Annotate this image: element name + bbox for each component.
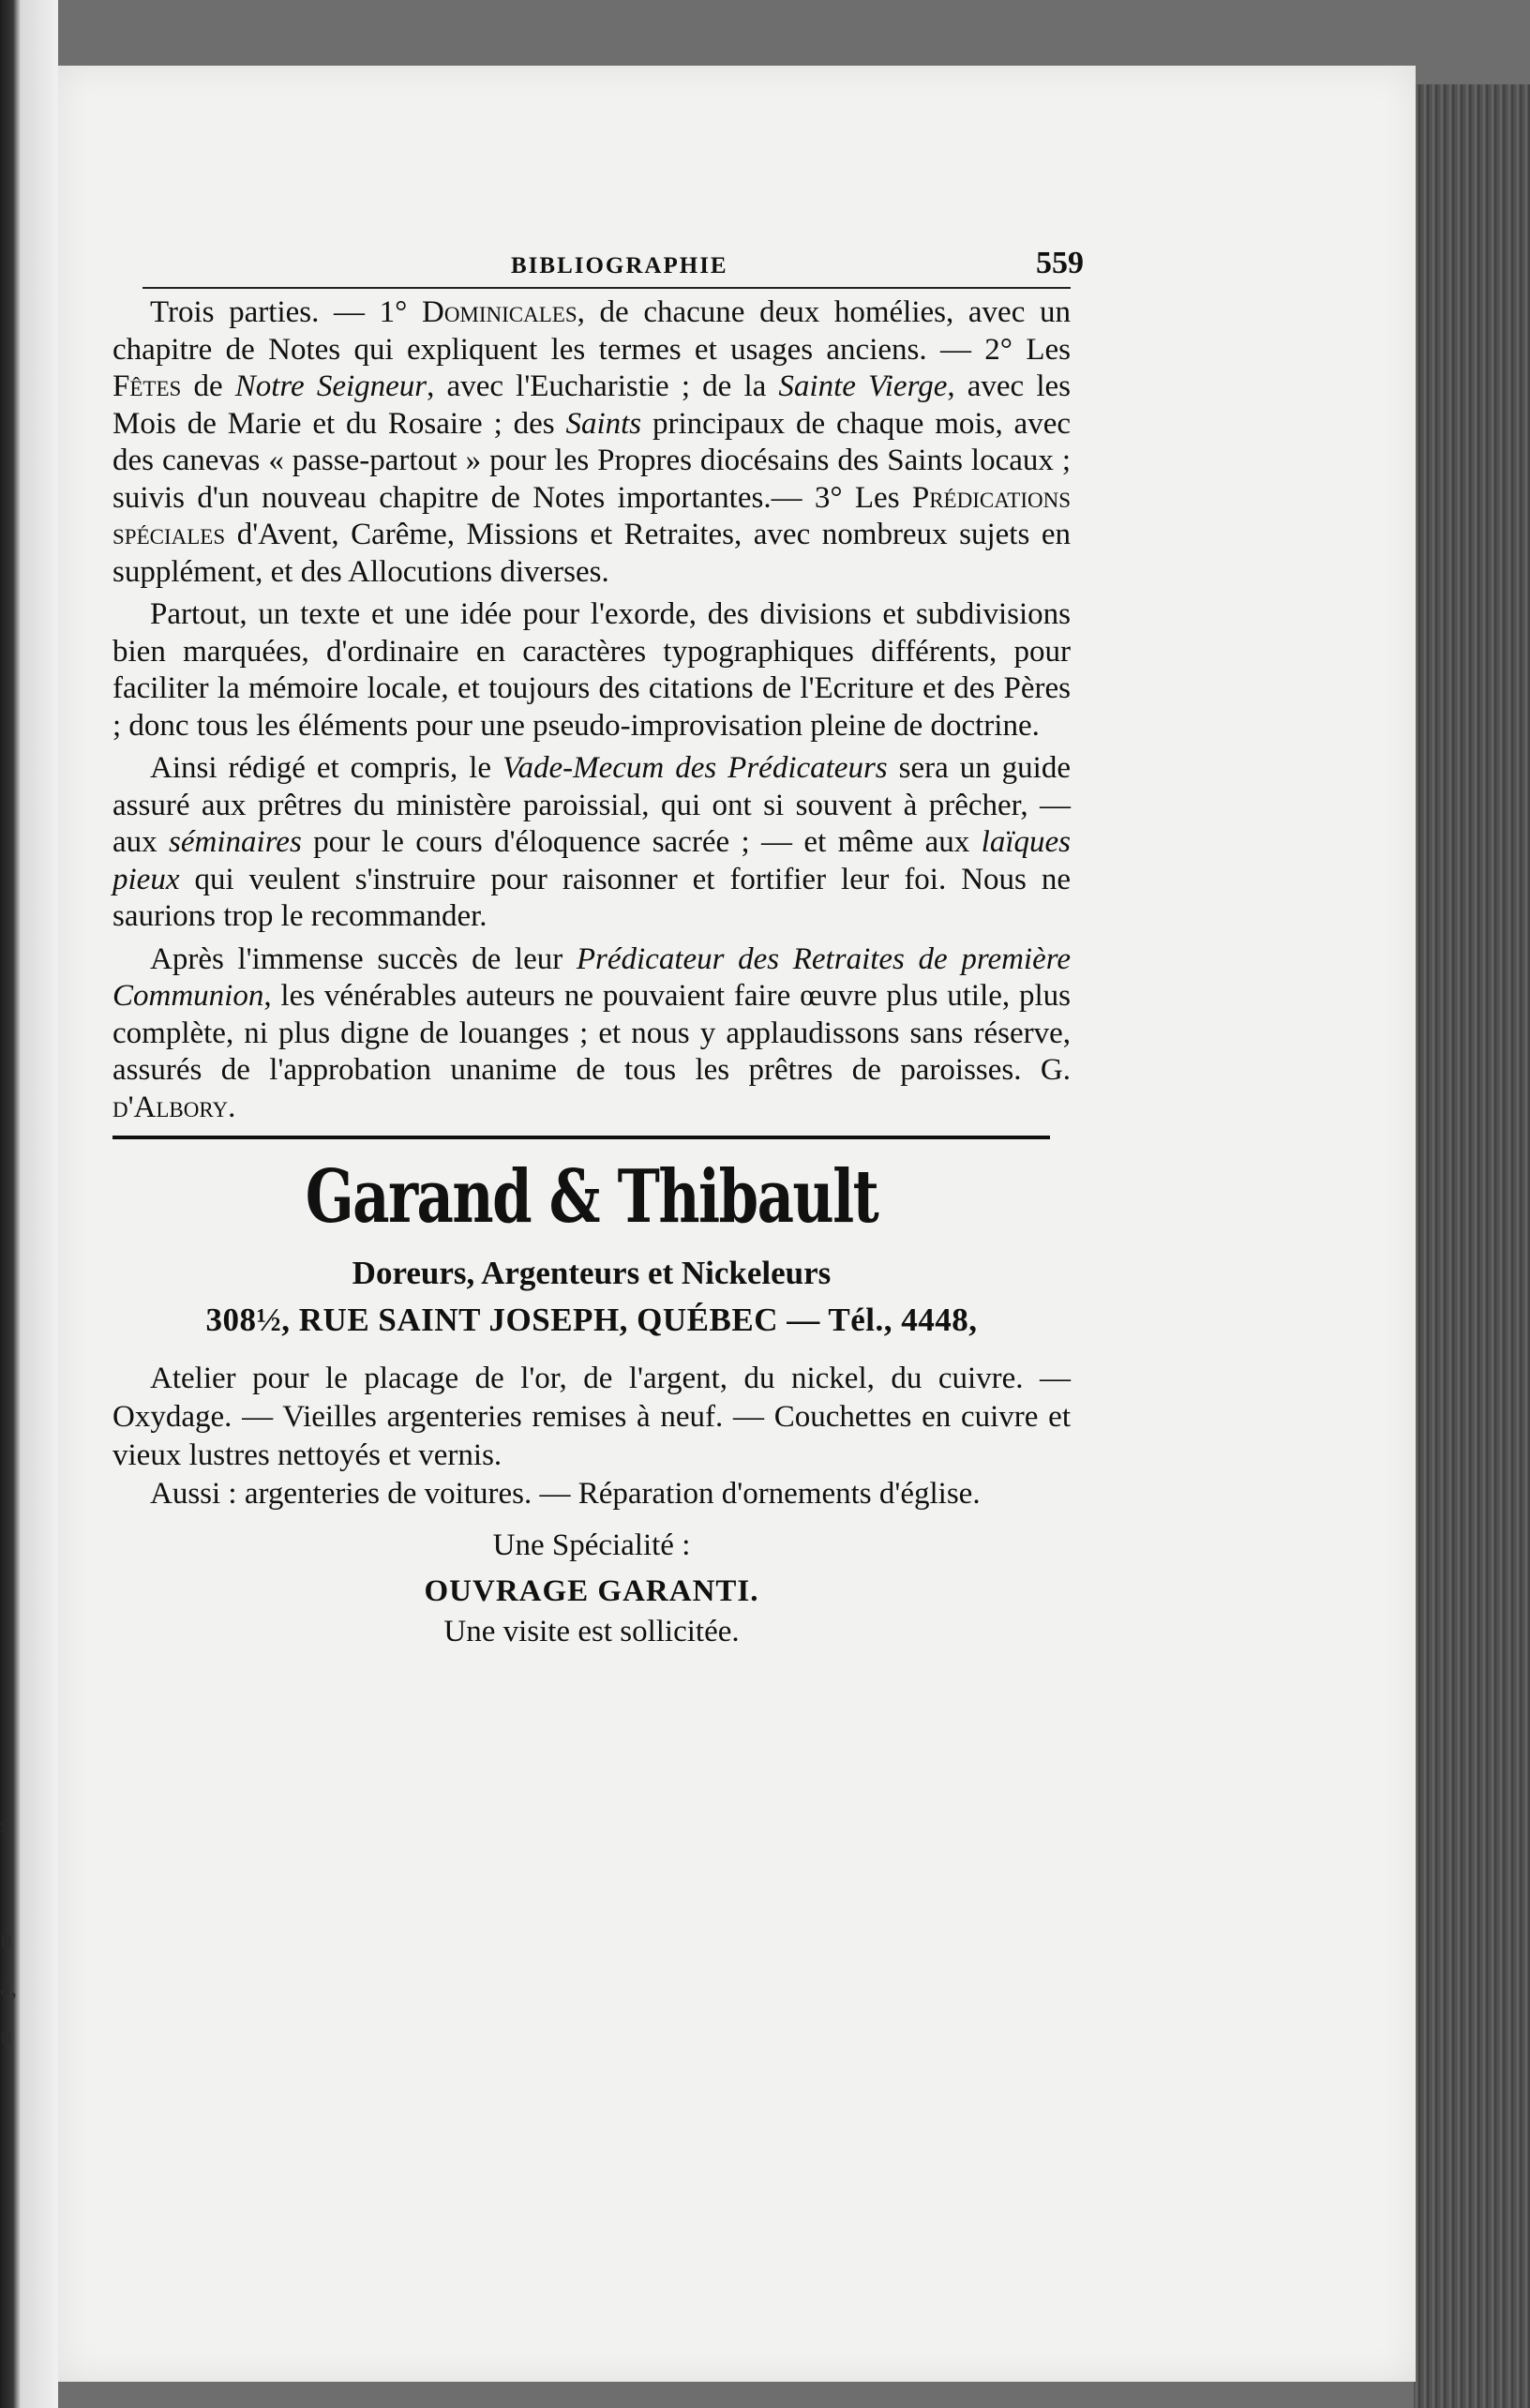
facing-page-fragments [0, 1800, 24, 2061]
review-paragraph-2: Partout, un texte et une idée pour l'exorde, des divisions et subdivisions bien marquées, d'ordinaire en caractères typographiques différents, pour faciliter la mémoire locale, et toujours des citations de l'Ecriture et des Pères ; donc tous les éléments pour une pseudo-improvisation pleine de doctrine. [112, 597, 1071, 743]
running-head: BIBLIOGRAPHIE [511, 253, 728, 278]
fragment: s [0, 1811, 10, 1838]
fragment: u [0, 2023, 12, 2050]
page-number: 559 [1036, 246, 1084, 280]
fragment: à, [0, 1974, 18, 2001]
company-address: 308½, RUE SAINT JOSEPH, QUÉBEC — Tél., 4448, [205, 1302, 978, 1338]
ad-guarantee: OUVRAGE GARANTI. [424, 1574, 759, 1608]
review-paragraph-3: Ainsi rédigé et compris, le Vade-Mecum des Prédicateurs sera un guide assuré aux prêtres du ministère paroissial, qui ont si souvent à prêcher, — aux séminaires pour le cours d'éloquence sacrée ; — et même aux laïques pieux qui veulent s'instruire pour raisonner et fortifier leur foi. Nous ne saurions trop le recommander. [112, 751, 1071, 933]
page-content [112, 242, 1084, 1649]
review-paragraph-4: Après l'immense succès de leur Prédicateur des Retraites de première Communion, les vénérables auteurs ne pouvaient faire œuvre plus utile, plus complète, ni plus digne de louanges ; et nous y applaudissons sans réserve, assurés de l'approbation unanime de tous les prêtres de paroisses. G. d'Albory. [112, 941, 1071, 1124]
ad-specialty-label: Une Spécialité : [492, 1528, 691, 1562]
ad-visit-note: Une visite est sollicitée. [443, 1615, 740, 1648]
company-trade: Doreurs, Argenteurs et Nickeleurs [352, 1255, 832, 1291]
advertisement [112, 1154, 1071, 1649]
page-header [112, 242, 1084, 285]
section-rule [112, 1136, 1050, 1139]
ad-services: Atelier pour le placage de l'or, de l'argent, du nickel, du cuivre. — Oxydage. — Vieilles argenteries remises à neuf. — Couchettes en cuivre et vieux lustres nettoyés et vernis. [112, 1362, 1071, 1472]
ad-extra-services: Aussi : argenteries de voitures. — Réparation d'ornements d'église. [150, 1477, 981, 1511]
book-page-edges [1414, 84, 1530, 2408]
review-signature: G. d'Albory. [112, 1053, 1071, 1124]
header-rule [142, 287, 1071, 289]
company-name: Garand & Thibault [305, 1154, 878, 1240]
review-paragraph-1: Trois parties. — 1° Dominicales, de chacune deux homélies, avec un chapitre de Notes qui expliquent les termes et usages anciens. — 2° Les Fêtes de Notre Seigneur, avec l'Eucharistie ; de la Sainte Vierge, avec les Mois de Marie et du Rosaire ; des Saints principaux de chaque mois, avec des canevas « passe-partout » pour les Propres diocésains des Saints locaux ; suivis d'un nouveau chapitre de Notes importantes.— 3° Les Prédications spéciales d'Avent, Carême, Missions et Retraites, avec nombreux sujets en supplément, et des Allocutions diverses. [112, 295, 1071, 589]
fragment: n [0, 1925, 12, 1952]
ad-body [112, 1360, 1071, 1513]
